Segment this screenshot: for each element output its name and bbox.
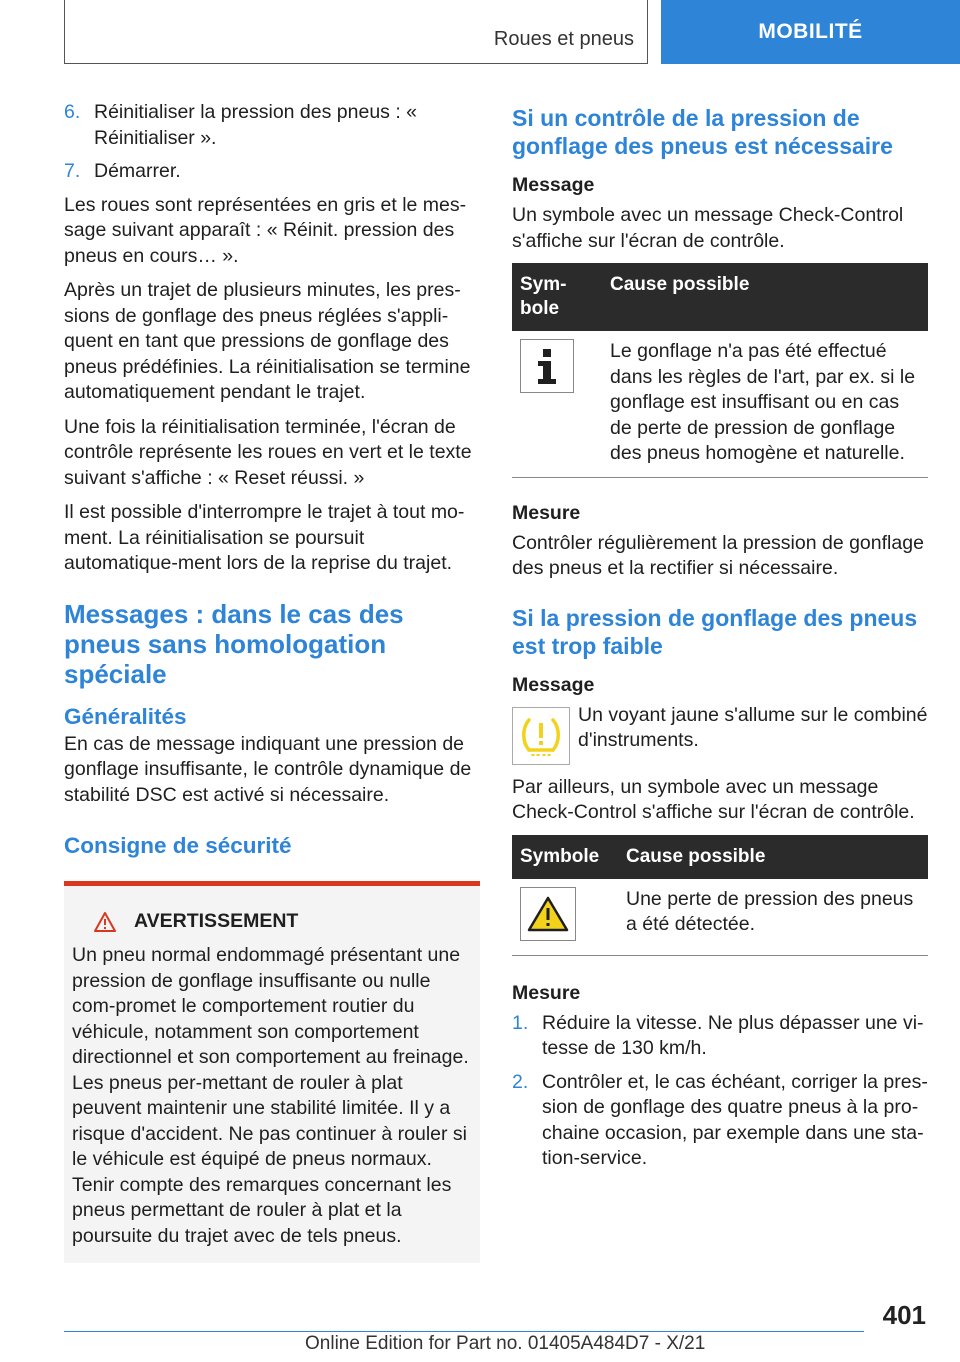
symbol-cell (512, 331, 602, 477)
section-heading: Si la pression de gonflage des pneus est trop faible (512, 604, 918, 659)
message-label: Message (512, 673, 595, 696)
warning-triangle-icon (520, 887, 576, 941)
paragraph: Contrôler régulièrement la pression de gonflage des pneus et la rectifier si nécessaire. (512, 531, 924, 579)
paragraph: Un symbole avec un message Check-Control s'affiche sur l'écran de contrôle. (512, 204, 904, 252)
table-header-symbol: Symbole (512, 835, 618, 879)
warning-title (94, 910, 472, 933)
step-text: Contrôler et, le cas échéant, corriger la pres-sion de gonflage des quatre pneus à la pro-chaine occasion, par exemple dans une sta-tion-service. (542, 1070, 928, 1169)
warning-triangle-icon (94, 912, 116, 932)
measure-label: Mesure (512, 981, 581, 1004)
tire-pressure-warning-icon (512, 707, 570, 765)
symbol-table (512, 835, 928, 956)
subsection-heading: Généralités (64, 703, 187, 729)
paragraph: Il est possible d'interrompre le trajet à tout mo-ment. La réinitialisation se poursuit automatique-ment lors de la reprise du trajet. (64, 501, 465, 574)
cause-cell: Une perte de pression des pneus a été détectée. (618, 879, 928, 956)
section-title: Roues et pneus (493, 28, 634, 50)
step-number: 1. (512, 1011, 529, 1034)
footer-divider (64, 1331, 864, 1332)
paragraph: Après un trajet de plusieurs minutes, les pres-sions de gonflage des pneus réglées s'appli-quent en tant que pressions de gonflage des pneus prédéfinies. La réinitialisation se termine automatiquement pendant le trajet. (64, 279, 471, 403)
chapter-tab[interactable]: MOBILITÉ (661, 0, 960, 64)
footer-edition: Online Edition for Part no. 01405A484D7 - X/21 (305, 1333, 706, 1354)
left-column (64, 100, 480, 1263)
page-number: 401 (882, 1300, 926, 1330)
section-heading: Si un contrôle de la pression de gonflage des pneus est nécessaire (512, 105, 893, 159)
step-item (64, 159, 480, 185)
paragraph: Une fois la réinitialisation terminée, l'écran de contrôle représente les roues en vert et le texte suivant s'affiche : « Reset réussi. » (64, 415, 472, 489)
step-text: Réinitialiser la pression des pneus : « Réinitialiser ». (94, 101, 418, 149)
step-item (64, 100, 480, 151)
symbol-cell (512, 879, 618, 956)
symbol-table (512, 263, 928, 478)
info-icon (520, 339, 574, 393)
step-text: Démarrer. (94, 160, 181, 182)
measure-label: Mesure (512, 501, 581, 524)
step-item (512, 1011, 928, 1062)
step-number: 6. (64, 101, 81, 123)
step-number: 7. (64, 160, 81, 182)
warning-text: Un pneu normal endommagé présentant une pression de gonflage insuffisante ou nulle com-promet le comportement routier du véhicule, notamment son comportement directionnel et son comportement au freinage. Les pneus per-mettant de rouler à plat peuvent maintenir une stabilité limitée. Il y a risque d'accident. Ne pas continuer à rouler si le véhicule est équipé de pneus normaux. Tenir compte des remarques concernant les pneus permettant de rouler à plat et la poursuite du trajet avec de tels pneus. (72, 944, 469, 1247)
section-heading: Messages : dans le cas des pneus sans homologation spéciale (64, 598, 404, 689)
subsection-heading: Consigne de sécurité (64, 833, 292, 858)
warning-box (64, 881, 480, 1263)
right-column (512, 100, 928, 1180)
step-number: 2. (512, 1070, 529, 1093)
table-header-symbol: Sym-bole (512, 263, 602, 331)
step-text: Réduire la vitesse. Ne plus dépasser une vi-tesse de 130 km/h. (542, 1011, 924, 1059)
table-header-cause: Cause possible (602, 263, 928, 331)
indicator-message (512, 703, 928, 765)
table-header-cause: Cause possible (618, 835, 928, 879)
paragraph: En cas de message indiquant une pression de gonflage insuffisante, le contrôle dynamique de stabilité DSC est activé si nécessaire. (64, 732, 472, 806)
indicator-text: Un voyant jaune s'allume sur le combiné d'instruments. (578, 703, 928, 751)
table-row (512, 879, 928, 956)
paragraph: Par ailleurs, un symbole avec un message Check-Control s'affiche sur l'écran de contrôle. (512, 775, 915, 823)
cause-cell: Le gonflage n'a pas été effectué dans les règles de l'art, par ex. si le gonflage est insuffisant ou en cas de perte de pression de gonflage des pneus homogène et naturelle. (602, 331, 928, 477)
table-row (512, 331, 928, 477)
step-item (512, 1070, 928, 1172)
paragraph: Les roues sont représentées en gris et le mes-sage suivant apparaît : « Réinit. pression des pneus en cours… ». (64, 193, 467, 267)
warning-title-text: AVERTISSEMENT (134, 910, 299, 932)
message-label: Message (512, 174, 595, 196)
